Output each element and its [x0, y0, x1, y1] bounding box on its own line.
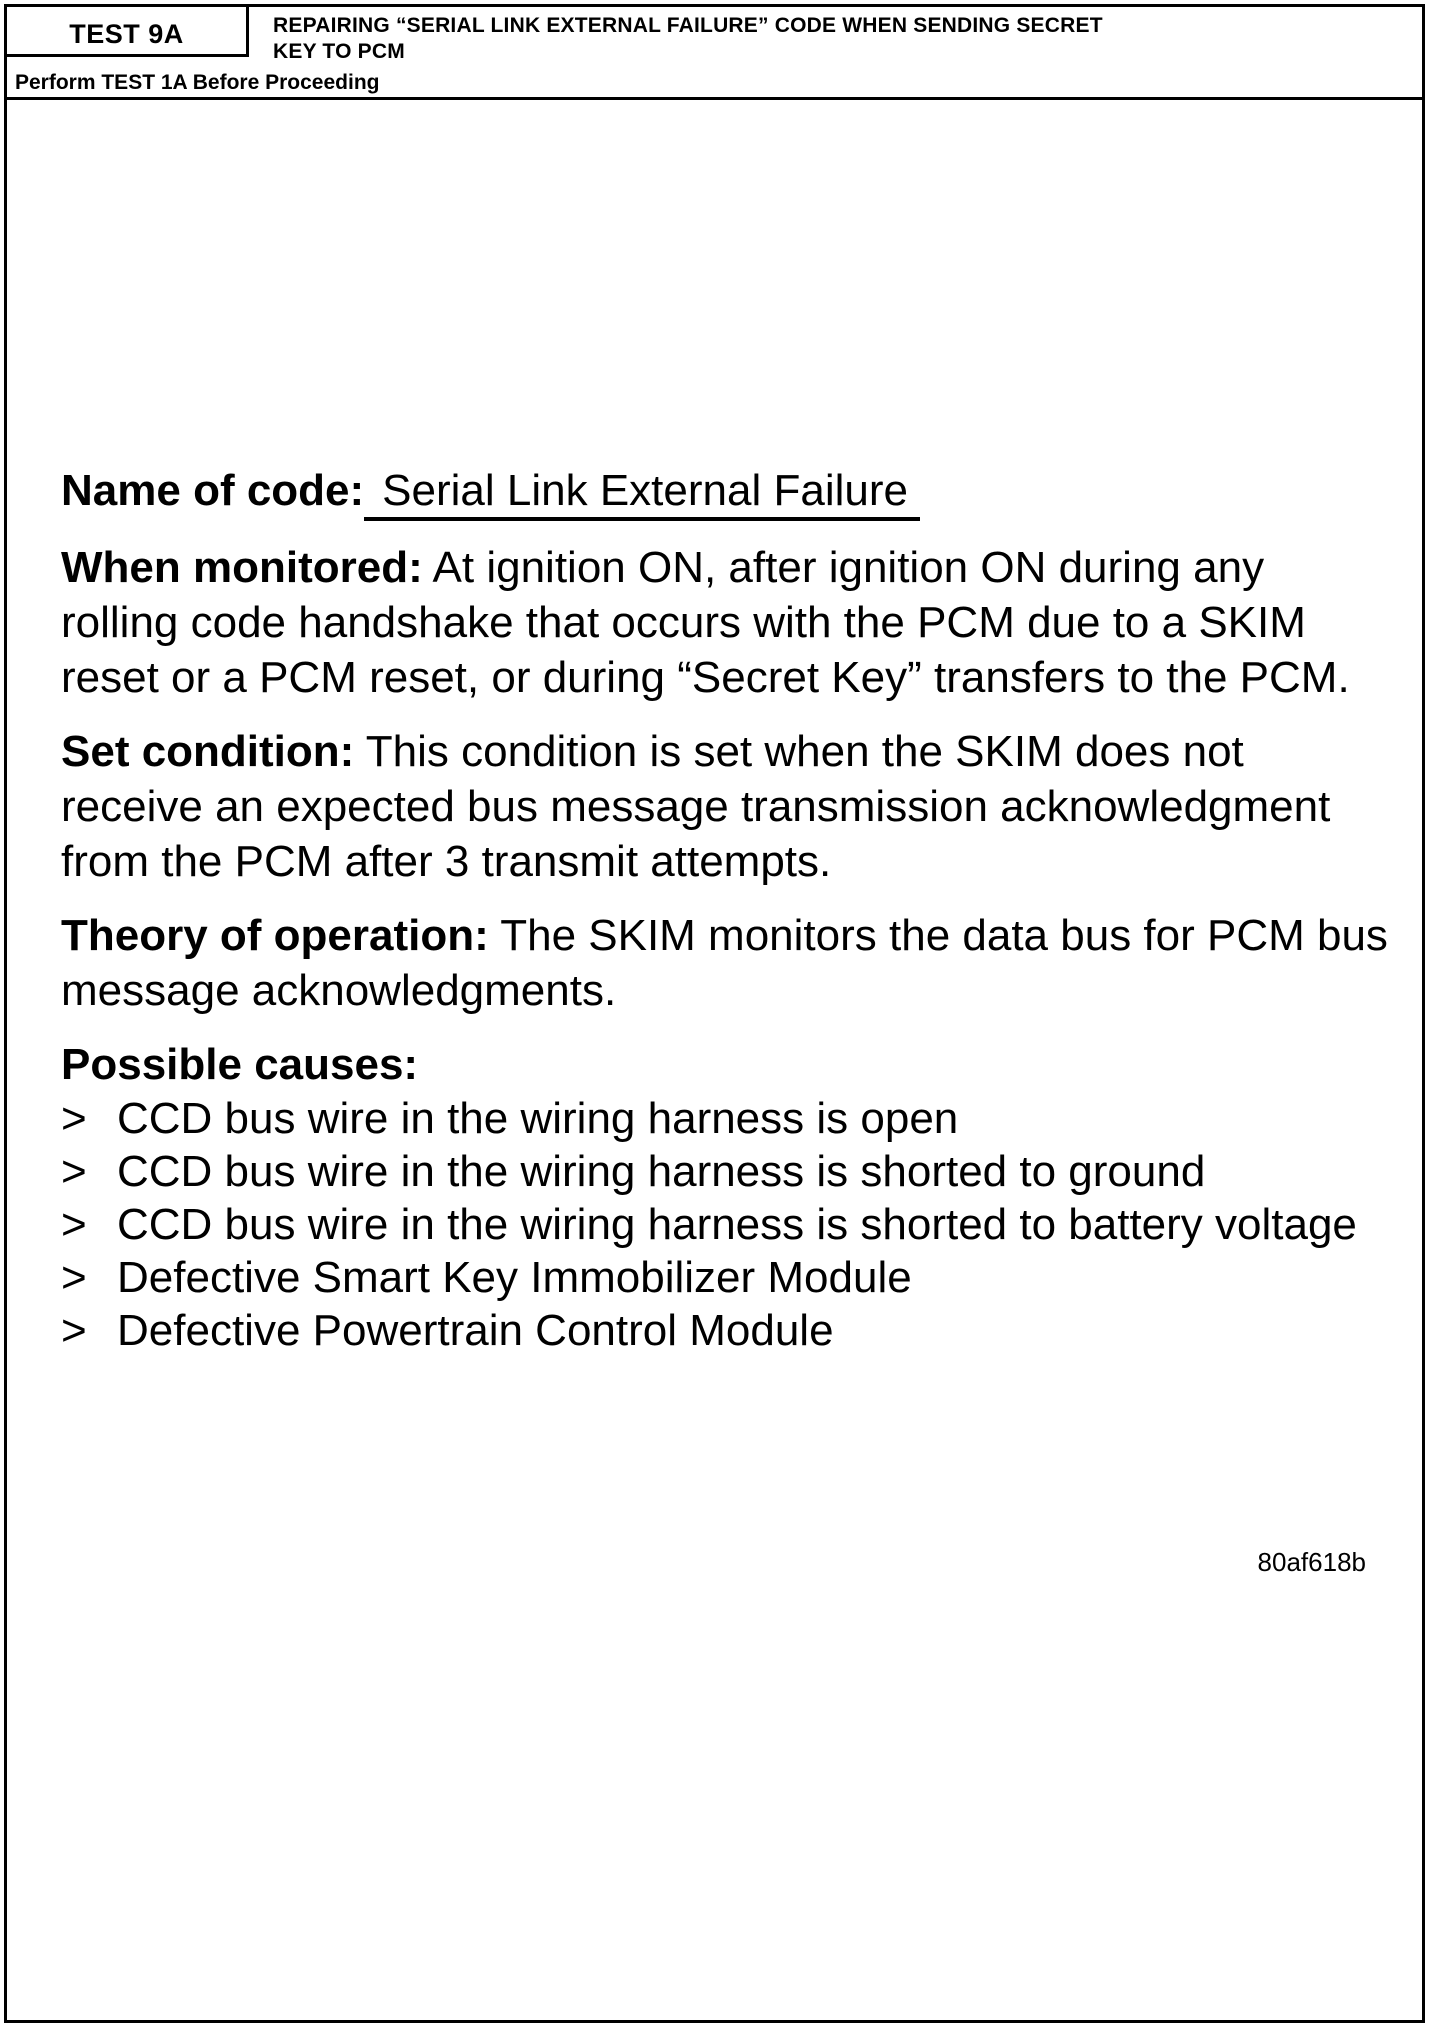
- main-content: [61, 463, 1391, 1357]
- name-of-code-section: [61, 463, 1391, 521]
- list-item: [61, 1092, 1391, 1145]
- cause-text: CCD bus wire in the wiring harness is shorted to ground: [117, 1147, 1206, 1196]
- when-monitored-label: When monitored:: [61, 543, 423, 592]
- when-monitored-section: [61, 540, 1391, 705]
- set-condition-text: This condition is set when the SKIM does not receive an expected bus message transmission acknowledgment from the PCM after 3 transmit attempts.: [61, 727, 1331, 886]
- test-id-box: [7, 7, 249, 57]
- theory-of-operation-text: The SKIM monitors the data bus for PCM bus message acknowledgments.: [61, 911, 1388, 1015]
- cause-text: Defective Smart Key Immobilizer Module: [117, 1253, 912, 1302]
- header-title-line-1: REPAIRING “SERIAL LINK EXTERNAL FAILURE” CODE WHEN SENDING SECRET: [273, 14, 1103, 37]
- when-monitored-text: At ignition ON, after ignition ON during any rolling code handshake that occurs with the PCM due to a SKIM reset or a PCM reset, or during “Secret Key” transfers to the PCM.: [61, 543, 1350, 702]
- possible-causes-list: [61, 1092, 1391, 1357]
- page-frame: [4, 4, 1425, 2023]
- theory-of-operation-section: [61, 908, 1391, 1018]
- set-condition-label: Set condition:: [61, 727, 355, 776]
- cause-marker: >: [61, 1094, 87, 1143]
- set-condition-section: [61, 724, 1391, 889]
- possible-causes-label: Possible causes:: [61, 1040, 419, 1089]
- name-of-code-label: Name of code:: [61, 466, 365, 515]
- header-note: Perform TEST 1A Before Proceeding: [15, 71, 380, 94]
- code-name-value: Serial Link External Failure: [364, 465, 920, 521]
- header-title: [273, 13, 1413, 65]
- list-item: [61, 1304, 1391, 1357]
- test-id: TEST 9A: [69, 19, 184, 49]
- possible-causes-section: [61, 1037, 1391, 1357]
- list-item: [61, 1198, 1391, 1251]
- theory-of-operation-label: Theory of operation:: [61, 911, 489, 960]
- cause-text: CCD bus wire in the wiring harness is open: [117, 1094, 959, 1143]
- cause-marker: >: [61, 1306, 87, 1355]
- header: [7, 7, 1422, 100]
- cause-marker: >: [61, 1200, 87, 1249]
- cause-text: Defective Powertrain Control Module: [117, 1306, 834, 1355]
- header-title-line-2: KEY TO PCM: [273, 40, 405, 63]
- reference-code: 80af618b: [1257, 1547, 1366, 1577]
- cause-marker: >: [61, 1253, 87, 1302]
- cause-text: CCD bus wire in the wiring harness is shorted to battery voltage: [117, 1200, 1357, 1249]
- list-item: [61, 1251, 1391, 1304]
- list-item: [61, 1145, 1391, 1198]
- cause-marker: >: [61, 1147, 87, 1196]
